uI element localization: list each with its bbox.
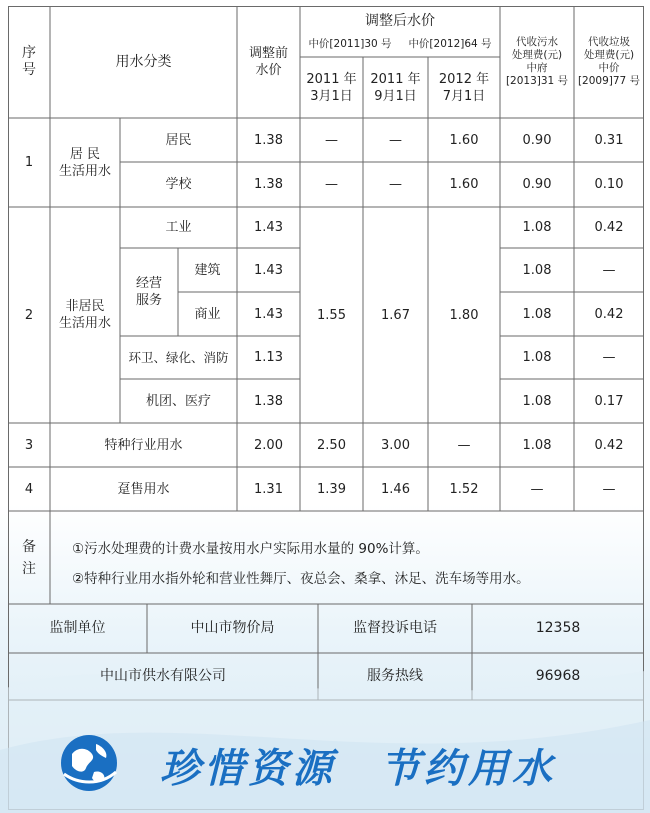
row1a-d3: 1.60: [449, 132, 479, 148]
row4-d3: 1.52: [449, 481, 479, 497]
row1a-name: 居民: [165, 132, 192, 148]
row3-d3: —: [457, 437, 471, 453]
row4-sewage: —: [530, 481, 544, 497]
notes-label: 备 注: [22, 538, 36, 577]
row2e-name: 机团、医疗: [145, 393, 211, 409]
row3-sewage: 1.08: [522, 437, 552, 453]
header-adjusted-sub-b: 中价[2012]64 号: [408, 37, 492, 50]
row2-group: 非居民 生活用水: [58, 299, 111, 331]
row2d-garbage: —: [602, 350, 616, 365]
row2c-name: 商业: [194, 306, 221, 322]
row2-d1: 1.55: [317, 307, 346, 323]
row1-seq: 1: [24, 155, 34, 170]
row1-group: 居 民 生活用水: [58, 146, 111, 179]
header-date-2011-09: 2011 年 9月1日: [370, 71, 421, 104]
row1a-d1: —: [325, 132, 338, 148]
row2e-garbage: 0.17: [594, 393, 624, 409]
row4-d1: 1.39: [317, 481, 346, 497]
row2b-sewage: 1.08: [522, 262, 552, 278]
row2b-garbage: —: [602, 262, 616, 278]
hotline-number: 96968: [535, 668, 581, 684]
row3-pre: 2.00: [254, 437, 283, 453]
row1b-garbage: 0.10: [594, 177, 624, 192]
row4-name: 趸售用水: [117, 481, 170, 497]
row1a-garbage: 0.31: [594, 132, 624, 148]
header-adjusted-title: 调整后水价: [365, 12, 435, 29]
row2c-sewage: 1.08: [522, 306, 552, 322]
row2d-pre: 1.13: [254, 350, 283, 365]
globe-logo-icon: [58, 732, 120, 794]
row3-seq: 3: [24, 437, 34, 453]
row4-d2: 1.46: [381, 481, 410, 497]
header-garbage-fee: 代收垃圾 处理费(元) 中价 [2009]77 号: [577, 36, 641, 87]
header-date-2012-07: 2012 年 7月1日: [438, 71, 490, 104]
row3-garbage: 0.42: [594, 437, 624, 453]
row2c-garbage: 0.42: [594, 306, 624, 322]
header-date-2011-03: 2011 年 3月1日: [306, 71, 357, 104]
monitor-label: 监制单位: [49, 620, 106, 636]
slogan-text: 珍惜资源 节约用水: [160, 746, 556, 792]
row1b-pre: 1.38: [254, 177, 283, 192]
row1a-sewage: 0.90: [522, 132, 552, 148]
row2b-name: 建筑: [194, 262, 221, 278]
header-pre-price: 调整前 水价: [248, 46, 288, 78]
row1a-pre: 1.38: [254, 132, 283, 148]
row2a-name: 工业: [165, 220, 192, 235]
row2-d3: 1.80: [449, 307, 479, 323]
complaint-label: 监督投诉电话: [353, 620, 437, 636]
monitor-value: 中山市物价局: [190, 620, 275, 636]
row2-d2: 1.67: [381, 307, 410, 323]
row4-pre: 1.31: [254, 481, 283, 497]
header-sewage-fee: 代收污水 处理费(元) 中府 [2013]31 号: [505, 36, 569, 87]
row2-seq: 2: [24, 307, 34, 323]
note-2: ②特种行业用水指外轮和营业性舞厅、夜总会、桑拿、沐足、洗车场等用水。: [72, 571, 530, 587]
row2e-pre: 1.38: [254, 393, 283, 409]
row3-name: 特种行业用水: [104, 437, 183, 453]
row3-d2: 3.00: [381, 437, 410, 453]
row1b-d3: 1.60: [449, 177, 479, 192]
row2d-name: 环卫、绿化、消防: [128, 350, 229, 365]
row2a-garbage: 0.42: [594, 220, 624, 235]
complaint-phone: 12358: [535, 620, 581, 636]
row1b-name: 学校: [165, 177, 192, 192]
note-1: ①污水处理费的计费水量按用水户实际用水量的 90%计算。: [72, 541, 429, 557]
row1b-d1: —: [325, 177, 338, 192]
row1a-d2: —: [389, 132, 402, 148]
header-category: 用水分类: [115, 53, 172, 70]
company-name: 中山市供水有限公司: [100, 668, 226, 684]
row2e-sewage: 1.08: [522, 393, 552, 409]
row2c-pre: 1.43: [254, 306, 283, 322]
row2-business-group: 经营 服务: [135, 276, 162, 308]
header-adjusted-sub-a: 中价[2011]30 号: [308, 37, 392, 50]
row4-seq: 4: [24, 481, 34, 497]
row2b-pre: 1.43: [254, 262, 283, 278]
row4-garbage: —: [602, 481, 616, 497]
row3-d1: 2.50: [317, 437, 346, 453]
row2a-sewage: 1.08: [522, 220, 552, 235]
row1b-sewage: 0.90: [522, 177, 552, 192]
row1b-d2: —: [389, 177, 402, 192]
row2d-sewage: 1.08: [522, 350, 552, 365]
hotline-label: 服务热线: [367, 668, 423, 684]
header-seq: 序 号: [22, 45, 36, 78]
row2a-pre: 1.43: [254, 220, 283, 235]
